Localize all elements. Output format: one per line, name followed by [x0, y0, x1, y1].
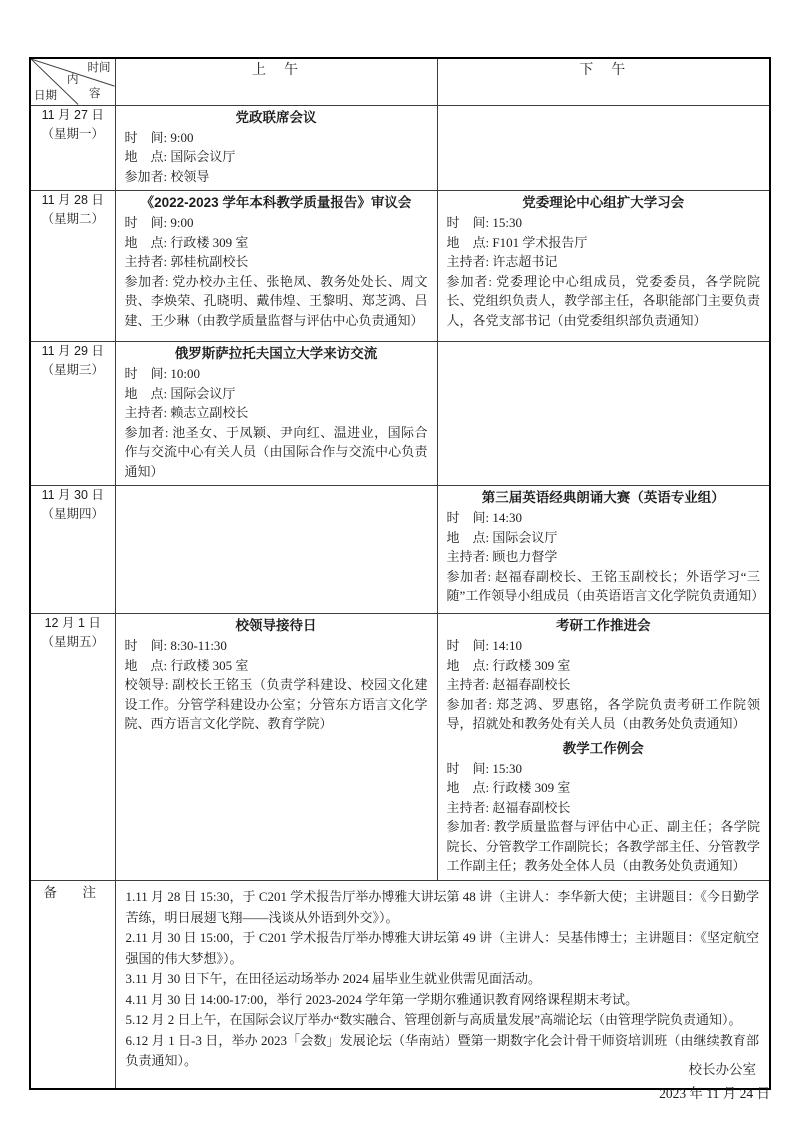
event [125, 344, 428, 481]
event-detail-line: 主持者: 许志超书记 [446, 254, 558, 269]
schedule-cell-afternoon [437, 486, 770, 614]
event-detail-line: 参加者: 赵福春副校长、王铭玉副校长；外语学习“三随”工作领导小组成员（由英语语言文化学院负责通知） [446, 568, 765, 603]
date-text: 11 月 27 日 [41, 107, 104, 122]
cell-content [116, 486, 437, 492]
schedule-row [30, 486, 770, 614]
event [446, 488, 765, 606]
event-detail-line: 地 点: 行政楼 309 室 [446, 657, 571, 673]
event-detail-line: 时 间: 9:00 [124, 215, 194, 230]
remark-item: 6.12 月 1 日-3 日，举办 2023「会数」发展论坛（华南站）暨第一期数字化会计骨干师资培训班（由继续教育部负责通知）。 [125, 1032, 759, 1068]
date-cell [30, 486, 115, 614]
schedule-row [30, 105, 770, 191]
event-detail-line: 参加者: 党办校办主任、张艳凤、教务处处长、周文贵、李焕荣、孔晓明、戴伟煌、王黎明、郑芝鸿、吕 建、王少琳（由教学质量监督与评估中心负责通知） [124, 273, 441, 328]
event-title: 校领导接待日 [235, 618, 317, 633]
event-detail-line: 参加者: 校领导 [124, 168, 210, 184]
date-text: 11 月 28 日 [41, 193, 104, 207]
remark-item: 2.11 月 30 日 15:00，于 C201 学术报告厅举办博雅大讲坛第 49 讲（主讲人：吴基伟博士；主讲题目：《坚定航空强国的伟大梦想》）。 [125, 930, 759, 966]
event [447, 739, 761, 876]
event-title: 考研工作推进会 [556, 618, 651, 633]
event-detail-line: 校领导: 副校长王铭玉（负责学科建设、校园文化建设工作。分管学科建设办公室；分管东方语言文化学院、西方语言文化学院、教育学院） [124, 677, 428, 731]
weekday-text: （星期五） [41, 635, 104, 649]
date-cell [30, 105, 115, 191]
event-detail-line: 时 间: 8:30-11:30 [124, 638, 227, 653]
event-detail-line: 参加者: 池圣女、于凤颖、尹向红、温进业，国际合作与交流中心有关人员（由国际合作与交流中心负责通知） [124, 424, 428, 479]
event-detail-line: 地 点: 国际会议厅 [124, 149, 236, 164]
schedule-cell-afternoon [437, 105, 770, 191]
event-title: 教学工作例会 [562, 740, 644, 756]
schedule-row [30, 614, 770, 881]
corner-label-content-2: 容 [89, 88, 101, 100]
date-text: 11 月 30 日 [41, 488, 104, 502]
column-header-afternoon: 下 午 [437, 58, 770, 105]
event-detail-line: 时 间: 15:30 [446, 215, 522, 230]
cell-content [438, 342, 770, 348]
event-detail-line: 地 点: 行政楼 309 室 [124, 234, 249, 250]
event-title: 俄罗斯萨拉托夫国立大学来访交流 [174, 346, 378, 361]
schedule-cell-morning [115, 342, 437, 486]
cell-content [116, 106, 437, 191]
schedule-cell-afternoon [437, 614, 770, 881]
schedule-cell-afternoon [437, 342, 770, 486]
remark-item: 4.11 月 30 日 14:00-17:00，举行 2023-2024 学年第一学期尔雅通识教育网络课程期末考试。 [125, 991, 639, 1007]
corner-label-content-1: 内 [67, 74, 79, 86]
schedule-cell-afternoon [437, 191, 770, 342]
schedule-cell-morning [115, 105, 437, 191]
event-detail-line: 时 间: 10:00 [124, 366, 200, 381]
weekday-text: （星期二） [41, 212, 104, 226]
corner-header-cell [30, 58, 115, 105]
date-text: 12 月 1 日 [44, 616, 101, 630]
header-row [30, 58, 770, 105]
column-header-morning: 上 午 [115, 58, 437, 105]
event-detail-line: 地 点: 国际会议厅 [446, 529, 558, 545]
event-detail-line: 地 点: F101 学术报告厅 [446, 234, 588, 250]
issue-date: 2023 年 11 月 24 日 [659, 1086, 770, 1101]
event-detail-line: 时 间: 14:10 [446, 638, 522, 653]
date-text: 11 月 29 日 [41, 344, 104, 358]
event-title: 党政联席会议 [235, 109, 317, 125]
weekday-text: （星期三） [41, 363, 104, 377]
corner-label-time: 时间 [87, 62, 111, 74]
schedule-cell-morning [115, 486, 437, 614]
remark-item: 3.11 月 30 日下午，在田径运动场举办 2024 届毕业生就业供需见面活动。 [125, 971, 542, 986]
remarks-label: 备 注 [30, 881, 115, 1089]
date-cell [30, 614, 115, 881]
cell-content [116, 191, 441, 334]
schedule-table [29, 57, 771, 1090]
event-detail-line: 地 点: 行政楼 305 室 [124, 657, 249, 673]
event [447, 616, 761, 734]
cell-content [116, 614, 437, 738]
date-cell [30, 342, 115, 486]
event-detail-line: 主持者: 顾也力督学 [446, 549, 558, 564]
event-detail-line: 主持者: 赵福春副校长 [446, 799, 571, 815]
event-detail-line: 时 间: 15:30 [446, 760, 522, 776]
cell-content [438, 191, 770, 334]
remark-item: 1.11 月 28 日 15:30，于 C201 学术报告厅举办博雅大讲坛第 48 讲（主讲人：李华新大使；主讲题目：《今日勤学苦练，明日展翅飞翔——浅谈从外语到外交》）。 [125, 889, 759, 925]
event-detail-line: 主持者: 赖志立副校长 [124, 405, 249, 420]
cell-content [116, 342, 437, 485]
cell-content [438, 106, 770, 112]
cell-content [438, 614, 770, 880]
event-detail-line: 时 间: 9:00 [124, 129, 194, 145]
event-title: 第三届英语经典朗诵大赛（英语专业组） [481, 490, 725, 505]
event-title: 党委理论中心组扩大学习会 [522, 195, 685, 210]
event-detail-line: 主持者: 郭桂杭副校长 [124, 254, 249, 269]
weekday-text: （星期一） [41, 126, 104, 141]
corner-label-date: 日期 [34, 89, 57, 102]
date-cell [30, 191, 115, 342]
remark-item: 5.12 月 2 日上午，在国际会议厅举办“数实融合、管理创新与高质量发展”高端论坛（由管理学院负责通知）。 [125, 1012, 742, 1027]
event-detail-line: 参加者: 党委理论中心组成员，党委委员，各学院院长、党组织负责人，教学部主任，各职能部门主要负责人，各党支部书记（由党委组织部负责通知） [446, 273, 760, 328]
schedule-cell-morning [115, 614, 437, 881]
event-title: 《2022-2023 学年本科教学质量报告》审议会 [140, 195, 412, 210]
event-detail-line: 地 点: 国际会议厅 [124, 385, 236, 401]
cell-content [438, 486, 770, 610]
event-detail-line: 地 点: 行政楼 309 室 [446, 780, 571, 795]
weekday-text: （星期四） [41, 507, 104, 521]
event-detail-line: 时 间: 14:30 [446, 510, 522, 525]
event-detail-line: 主持者: 赵福春副校长 [446, 677, 571, 692]
signature-block [659, 1058, 770, 1106]
schedule-cell-morning [115, 191, 441, 342]
event-detail-line: 参加者: 郑芝鸿、罗惠铭，各学院负责考研工作院领导，招就处和教务处有关人员（由教务处负责通知） [446, 696, 760, 731]
event-detail-line: 参加者: 教学质量监督与评估中心正、副主任；各学院院长、分管教学工作副院长；各教学部主任、分管教学工作副主任；教务处全体人员（由教务处负责通知） [446, 819, 760, 873]
event [125, 108, 428, 187]
event [124, 193, 441, 330]
schedule-row [30, 191, 770, 342]
issuing-office: 校长办公室 [688, 1062, 756, 1077]
event [447, 193, 761, 330]
schedule-row [30, 342, 770, 486]
event [125, 616, 428, 734]
